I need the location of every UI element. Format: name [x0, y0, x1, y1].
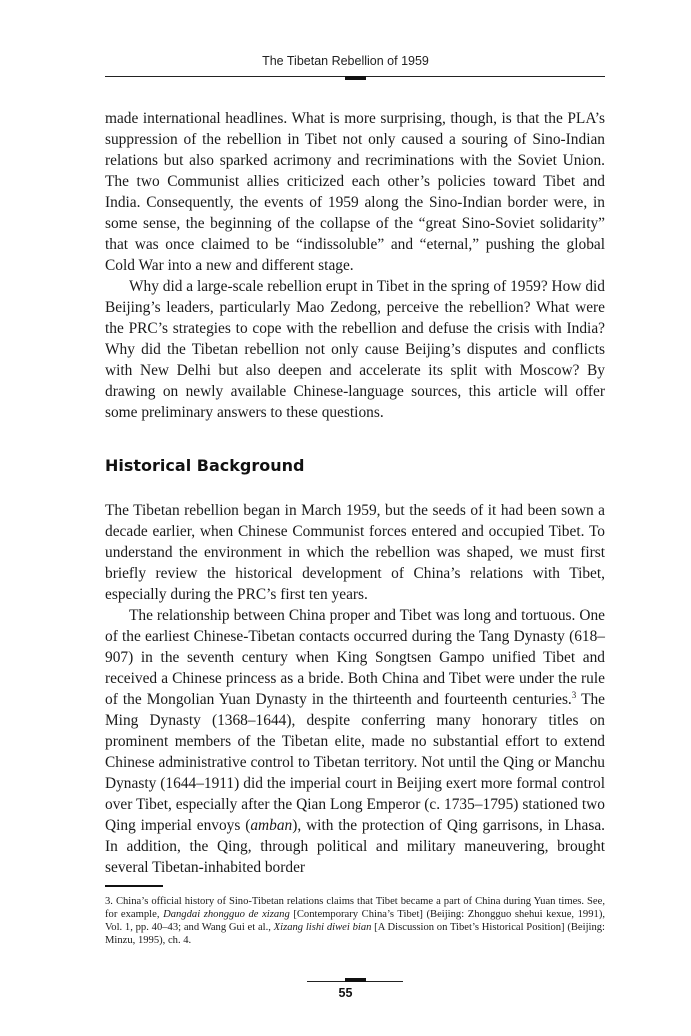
paragraph-text: The Ming Dynasty (1368–1644), despite conferring many honorary titles on prominent members of the Tibetan elite, made no substantial effort to extend Chinese administrative control to Tibetan territory. Not until the Qing or Manchu Dynasty (1644–1911) did the imperial court in Beijing exert more formal control over Tibet, especially after the Qian Long Emperor (c. 1735–1795) stationed two Qing imperial envoys (: [105, 691, 605, 834]
section-paragraph-1: The Tibetan rebellion began in March 1959, but the seeds of it had been sown a decade earlier, when Chinese Communist forces entered and occupied Tibet. To understand the environment in which the rebellion was shaped, we must first briefly review the historical development of China’s relations with Tibet, especially during the PRC’s first ten years.: [105, 502, 605, 603]
footnote-rule: [105, 885, 163, 887]
header-tab-mark: [345, 76, 366, 80]
footnote-title: Dangdai zhongguo de xizang: [163, 909, 290, 920]
section-paragraph-2: [105, 605, 605, 878]
footnote-text: 3. China’s official history of Sino-Tibetan relations claims that Tibet became a part of China during Yuan times. See, for example,: [105, 896, 605, 920]
section-heading: Historical Background: [105, 456, 305, 475]
footnote-title: Xizang lishi diwei bian: [273, 922, 372, 933]
running-header: The Tibetan Rebellion of 1959: [262, 54, 429, 68]
footnote-reference[interactable]: 3: [571, 689, 577, 700]
page-number: 55: [338, 986, 353, 1000]
intro-text-block: [105, 108, 605, 423]
section-text-block: [105, 500, 605, 878]
footnote-text: [A Discussion on Tibet’s Historical Position] (Beijing: Minzu, 1995), ch. 4.: [105, 922, 605, 946]
italic-term: amban: [250, 817, 293, 834]
folio-tab-mark: [345, 978, 366, 982]
intro-paragraph-1: made international headlines. What is more surprising, though, is that the PLA’s suppression of the rebellion in Tibet not only caused a souring of Sino-Indian relations but also sparked acrimony and recriminations with the Soviet Union. The two Communist allies criticized each other’s policies toward Tibet and India. Consequently, the events of 1959 along the Sino-Indian border were, in some sense, the beginning of the collapse of the “great Sino-Soviet solidarity” that was once claimed to be “indissoluble” and “eternal,” pushing the global Cold War into a new and different stage.: [105, 110, 605, 274]
footnote-3: [105, 895, 605, 947]
intro-paragraph-2: Why did a large-scale rebellion erupt in Tibet in the spring of 1959? How did Beijing’s leaders, particularly Mao Zedong, perceive the rebellion? What were the PRC’s strategies to cope with the rebellion and defuse the crisis with India? Why did the Tibetan rebellion not only cause Beijing’s disputes and conflicts with New Delhi but also deepen and accelerate its split with Moscow? By drawing on newly available Chinese-language sources, this article will offer some preliminary answers to these questions.: [105, 278, 605, 421]
paragraph-text: ), with the protection of Qing garrisons, in Lhasa. In addition, the Qing, through political and military maneuvering, brought several Tibetan-inhabited border: [105, 817, 605, 876]
footnote-text: [Contemporary China’s Tibet] (Beijing: Zhongguo shehui kexue, 1991), Vol. 1, pp. 40–43; and Wang Gui et al.,: [105, 909, 605, 933]
paragraph-text: The relationship between China proper and Tibet was long and tortuous. One of the earliest Chinese-Tibetan contacts occurred during the Tang Dynasty (618–907) in the seventh century when King Songtsen Gampo unified Tibet and received a Chinese princess as a bride. Both China and Tibet were under the rule of the Mongolian Yuan Dynasty in the thirteenth and fourteenth centuries.: [105, 607, 605, 708]
